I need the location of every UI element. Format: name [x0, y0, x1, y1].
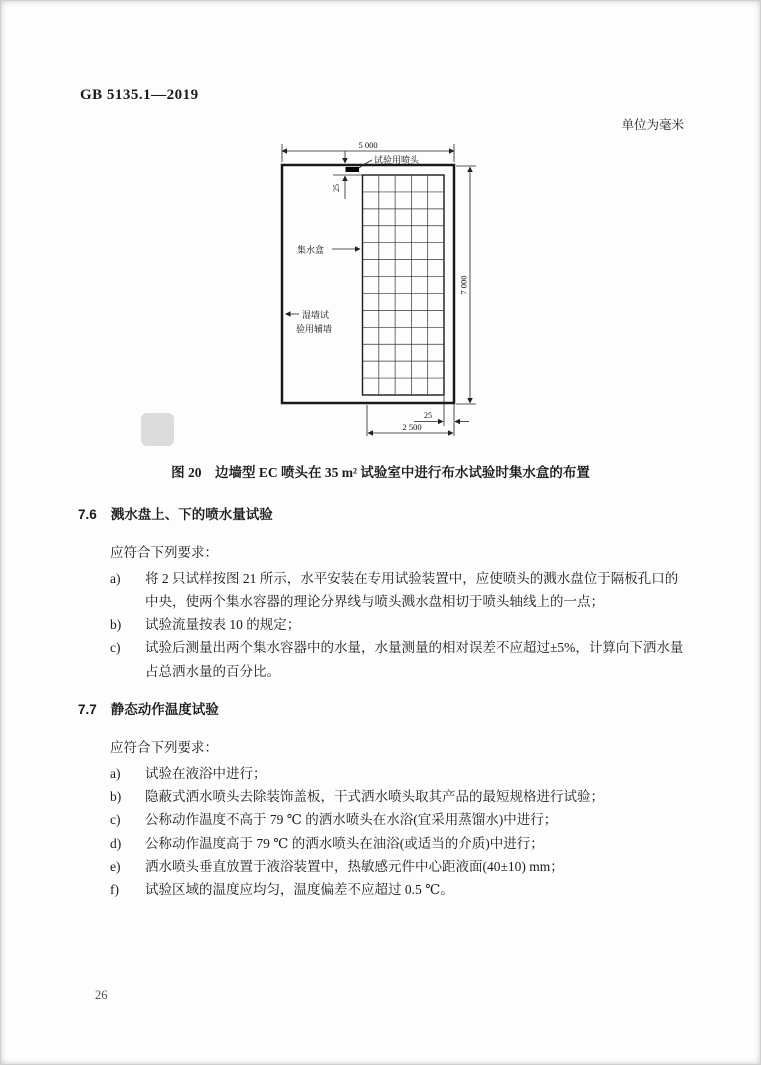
dim-side-gap: 25 — [424, 411, 432, 420]
dim-half-width: 2 500 — [402, 422, 422, 432]
list-item — [110, 636, 686, 683]
list-item-text: 将 2 只试样按图 21 所示，水平安装在专用试验装置中，应使喷头的溅水盘位于隔板孔口的中央，使两个集水容器的理论分界线与喷头溅水盘相切于喷头轴线上的一点； — [145, 570, 679, 609]
list-item — [110, 855, 686, 878]
list-item-label: d) — [110, 835, 122, 851]
wet-wall-label-line1: 湿墙试 — [302, 310, 330, 320]
list-item-label: b) — [110, 788, 122, 804]
list-item — [110, 785, 686, 808]
list-item-text: 试验后测量出两个集水容器中的水量，水量测量的相对误差不应超过±5%，计算向下洒水量占总洒水量的百分比。 — [145, 640, 684, 679]
dim-room-width: 5 000 — [358, 140, 378, 150]
list-item-label: f) — [110, 882, 119, 898]
collection-box-grid-outline — [363, 175, 445, 395]
list-item-text: 公称动作温度不高于 79 ℃ 的洒水喷头在水浴(宜采用蒸馏水)中进行； — [145, 812, 558, 828]
list-item — [110, 878, 686, 901]
dim-top-gap: 25 — [332, 184, 341, 192]
section-title: 溅水盘上、下的喷水量试验 — [110, 507, 273, 522]
unit-note: 单位为毫米 — [621, 118, 684, 132]
scan-artifact — [141, 413, 174, 446]
figure-20-diagram — [262, 136, 502, 456]
list-item-label: c) — [110, 812, 121, 828]
list-item-label: a) — [110, 570, 121, 586]
test-room-drawing — [262, 136, 502, 456]
list-item — [110, 762, 686, 785]
list-item-label: e) — [110, 858, 121, 874]
list-item-label: c) — [110, 640, 121, 656]
section-heading-7-7 — [78, 698, 686, 721]
figure-caption: 图 20 边墙型 EC 喷头在 35 m² 试验室中进行布水试验时集水盒的布置 — [171, 465, 590, 480]
list-item-text: 试验区域的温度应均匀，温度偏差不应超过 0.5 ℃。 — [145, 882, 454, 898]
list-item — [110, 567, 686, 614]
list-item-text: 洒水喷头垂直放置于液浴装置中，热敏感元件中心距液面(40±10) mm； — [145, 858, 564, 874]
list-7-7 — [110, 762, 686, 902]
section-heading-7-6 — [78, 503, 686, 526]
list-item-text: 试验在液浴中进行； — [145, 765, 267, 781]
page-number: 26 — [95, 988, 108, 1002]
section-intro: 应符合下列要求： — [110, 740, 218, 756]
list-item — [110, 832, 686, 855]
list-item-label: b) — [110, 617, 122, 633]
collection-box-grid-lines — [363, 175, 445, 395]
list-7-6 — [110, 567, 686, 683]
section-intro: 应符合下列要求： — [110, 545, 218, 561]
list-item-text: 公称动作温度高于 79 ℃ 的洒水喷头在油浴(或适当的介质)中进行； — [145, 835, 544, 851]
list-item — [110, 613, 686, 636]
sprinkler-label: 试验用喷头 — [374, 155, 420, 165]
list-item-text: 试验流量按表 10 的规定； — [145, 617, 301, 633]
wet-wall-label-line2: 验用辅墙 — [296, 324, 333, 334]
section-title: 静态动作温度试验 — [110, 702, 219, 718]
list-item — [110, 808, 686, 831]
test-room-walls — [282, 165, 454, 403]
list-item-label: a) — [110, 765, 121, 781]
section-number: 7.6 — [78, 507, 97, 522]
section-number: 7.7 — [78, 702, 97, 718]
standard-number: GB 5135.1—2019 — [80, 87, 199, 103]
collection-box-label: 集水盒 — [297, 245, 325, 255]
body-text — [78, 503, 686, 901]
dim-room-height: 7 000 — [458, 275, 469, 295]
list-item-text: 隐蔽式洒水喷头去除装饰盖板，干式洒水喷头取其产品的最短规格进行试验； — [145, 788, 604, 804]
sprinkler-symbol — [346, 167, 360, 172]
